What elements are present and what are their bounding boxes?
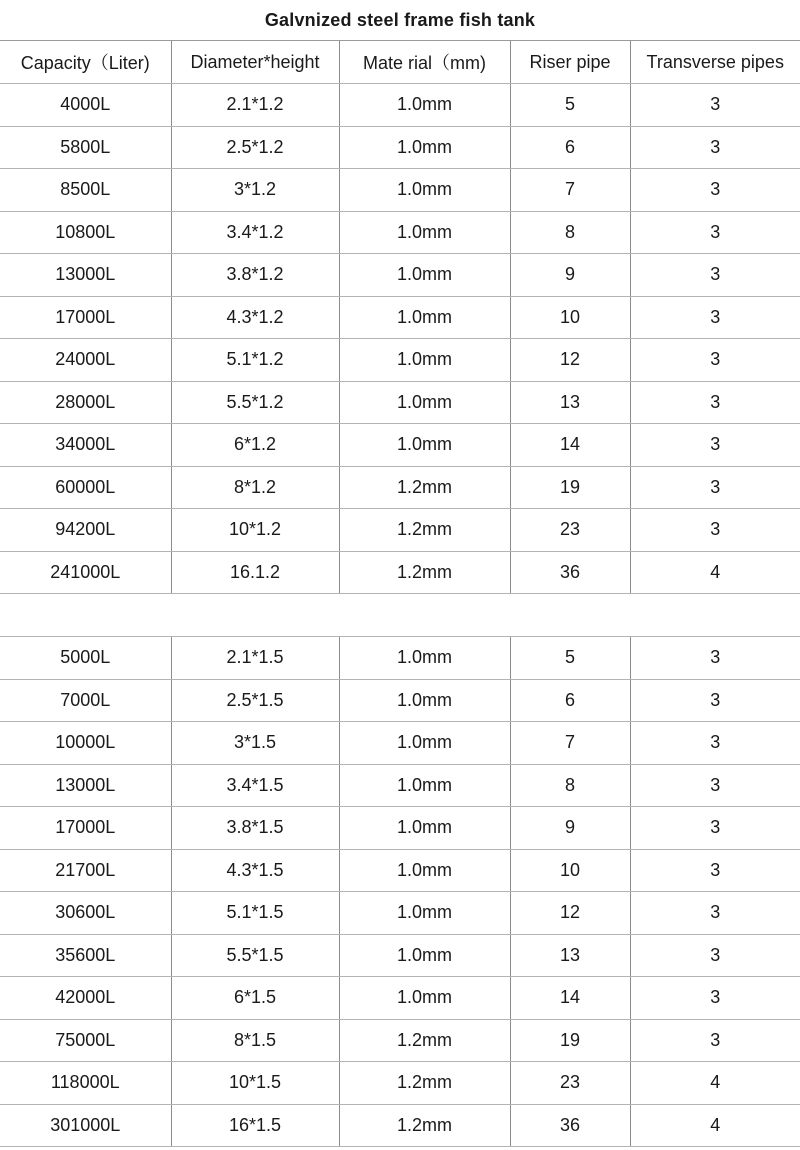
cell-capacity: 5800L xyxy=(0,126,171,169)
cell-material: 1.0mm xyxy=(339,296,510,339)
table-row xyxy=(0,1104,800,1147)
cell-diameter-height: 2.5*1.2 xyxy=(171,126,339,169)
table-row xyxy=(0,637,800,680)
cell-capacity: 42000L xyxy=(0,977,171,1020)
cell-capacity: 35600L xyxy=(0,934,171,977)
cell-riser-pipe: 36 xyxy=(510,1104,630,1147)
cell-material: 1.0mm xyxy=(339,807,510,850)
cell-capacity: 17000L xyxy=(0,296,171,339)
cell-material: 1.0mm xyxy=(339,892,510,935)
cell-transverse-pipes: 3 xyxy=(630,169,800,212)
cell-material: 1.0mm xyxy=(339,381,510,424)
cell-diameter-height: 3.8*1.5 xyxy=(171,807,339,850)
table-title: Galvnized steel frame fish tank xyxy=(0,0,800,41)
cell-material: 1.0mm xyxy=(339,254,510,297)
cell-transverse-pipes: 3 xyxy=(630,296,800,339)
cell-capacity: 30600L xyxy=(0,892,171,935)
cell-capacity: 7000L xyxy=(0,679,171,722)
cell-material: 1.0mm xyxy=(339,637,510,680)
cell-capacity: 5000L xyxy=(0,637,171,680)
cell-diameter-height: 4.3*1.5 xyxy=(171,849,339,892)
cell-material: 1.0mm xyxy=(339,679,510,722)
cell-material: 1.2mm xyxy=(339,1019,510,1062)
cell-capacity: 118000L xyxy=(0,1062,171,1105)
cell-diameter-height: 5.5*1.2 xyxy=(171,381,339,424)
cell-transverse-pipes: 3 xyxy=(630,849,800,892)
cell-diameter-height: 5.1*1.2 xyxy=(171,339,339,382)
header-diameter-height: Diameter*height xyxy=(171,41,339,84)
cell-capacity: 24000L xyxy=(0,339,171,382)
cell-material: 1.0mm xyxy=(339,977,510,1020)
table-group-1 xyxy=(0,84,800,594)
cell-material: 1.0mm xyxy=(339,764,510,807)
cell-transverse-pipes: 3 xyxy=(630,126,800,169)
table-row xyxy=(0,126,800,169)
cell-diameter-height: 3.8*1.2 xyxy=(171,254,339,297)
cell-riser-pipe: 19 xyxy=(510,466,630,509)
table-row xyxy=(0,849,800,892)
cell-material: 1.0mm xyxy=(339,722,510,765)
cell-material: 1.2mm xyxy=(339,1104,510,1147)
cell-capacity: 13000L xyxy=(0,764,171,807)
cell-riser-pipe: 6 xyxy=(510,679,630,722)
cell-diameter-height: 16.1.2 xyxy=(171,551,339,594)
table-row xyxy=(0,169,800,212)
header-capacity: Capacity（Liter) xyxy=(0,41,171,84)
table-row xyxy=(0,466,800,509)
table-row xyxy=(0,892,800,935)
cell-transverse-pipes: 3 xyxy=(630,381,800,424)
cell-material: 1.0mm xyxy=(339,211,510,254)
cell-riser-pipe: 9 xyxy=(510,807,630,850)
cell-riser-pipe: 13 xyxy=(510,934,630,977)
cell-riser-pipe: 5 xyxy=(510,84,630,127)
cell-transverse-pipes: 3 xyxy=(630,254,800,297)
cell-material: 1.2mm xyxy=(339,509,510,552)
cell-capacity: 10000L xyxy=(0,722,171,765)
cell-diameter-height: 2.5*1.5 xyxy=(171,679,339,722)
cell-riser-pipe: 19 xyxy=(510,1019,630,1062)
cell-capacity: 4000L xyxy=(0,84,171,127)
cell-transverse-pipes: 3 xyxy=(630,1019,800,1062)
cell-capacity: 8500L xyxy=(0,169,171,212)
cell-transverse-pipes: 4 xyxy=(630,551,800,594)
cell-diameter-height: 2.1*1.5 xyxy=(171,637,339,680)
cell-diameter-height: 3*1.5 xyxy=(171,722,339,765)
table-row xyxy=(0,84,800,127)
cell-riser-pipe: 7 xyxy=(510,722,630,765)
cell-riser-pipe: 5 xyxy=(510,637,630,680)
cell-riser-pipe: 8 xyxy=(510,764,630,807)
cell-transverse-pipes: 3 xyxy=(630,466,800,509)
cell-material: 1.0mm xyxy=(339,339,510,382)
cell-riser-pipe: 12 xyxy=(510,892,630,935)
table-row xyxy=(0,211,800,254)
separator-row xyxy=(0,594,800,637)
cell-transverse-pipes: 3 xyxy=(630,934,800,977)
cell-transverse-pipes: 3 xyxy=(630,339,800,382)
cell-transverse-pipes: 3 xyxy=(630,977,800,1020)
table-row xyxy=(0,339,800,382)
table-row xyxy=(0,296,800,339)
cell-diameter-height: 10*1.2 xyxy=(171,509,339,552)
cell-riser-pipe: 6 xyxy=(510,126,630,169)
cell-transverse-pipes: 3 xyxy=(630,84,800,127)
cell-capacity: 60000L xyxy=(0,466,171,509)
fish-tank-spec-table xyxy=(0,41,800,1147)
cell-capacity: 28000L xyxy=(0,381,171,424)
table-row xyxy=(0,679,800,722)
cell-riser-pipe: 36 xyxy=(510,551,630,594)
cell-material: 1.0mm xyxy=(339,934,510,977)
cell-diameter-height: 10*1.5 xyxy=(171,1062,339,1105)
cell-material: 1.0mm xyxy=(339,169,510,212)
table-row xyxy=(0,381,800,424)
cell-capacity: 13000L xyxy=(0,254,171,297)
cell-transverse-pipes: 4 xyxy=(630,1062,800,1105)
cell-material: 1.0mm xyxy=(339,126,510,169)
cell-capacity: 301000L xyxy=(0,1104,171,1147)
cell-transverse-pipes: 3 xyxy=(630,637,800,680)
cell-material: 1.0mm xyxy=(339,849,510,892)
cell-riser-pipe: 10 xyxy=(510,849,630,892)
table-row xyxy=(0,509,800,552)
cell-transverse-pipes: 3 xyxy=(630,424,800,467)
cell-riser-pipe: 12 xyxy=(510,339,630,382)
cell-material: 1.0mm xyxy=(339,424,510,467)
cell-transverse-pipes: 4 xyxy=(630,1104,800,1147)
cell-material: 1.2mm xyxy=(339,551,510,594)
cell-diameter-height: 5.5*1.5 xyxy=(171,934,339,977)
cell-diameter-height: 6*1.5 xyxy=(171,977,339,1020)
cell-transverse-pipes: 3 xyxy=(630,764,800,807)
cell-diameter-height: 3.4*1.2 xyxy=(171,211,339,254)
cell-capacity: 241000L xyxy=(0,551,171,594)
cell-diameter-height: 5.1*1.5 xyxy=(171,892,339,935)
cell-riser-pipe: 7 xyxy=(510,169,630,212)
cell-riser-pipe: 23 xyxy=(510,509,630,552)
cell-transverse-pipes: 3 xyxy=(630,722,800,765)
cell-capacity: 34000L xyxy=(0,424,171,467)
header-riser-pipe: Riser pipe xyxy=(510,41,630,84)
cell-diameter-height: 6*1.2 xyxy=(171,424,339,467)
cell-diameter-height: 3.4*1.5 xyxy=(171,764,339,807)
table-row xyxy=(0,934,800,977)
cell-diameter-height: 2.1*1.2 xyxy=(171,84,339,127)
cell-transverse-pipes: 3 xyxy=(630,892,800,935)
cell-transverse-pipes: 3 xyxy=(630,807,800,850)
cell-transverse-pipes: 3 xyxy=(630,679,800,722)
separator-cell xyxy=(0,594,800,637)
cell-capacity: 21700L xyxy=(0,849,171,892)
table-row xyxy=(0,254,800,297)
cell-riser-pipe: 8 xyxy=(510,211,630,254)
cell-transverse-pipes: 3 xyxy=(630,211,800,254)
header-transverse-pipes: Transverse pipes xyxy=(630,41,800,84)
table-row xyxy=(0,764,800,807)
cell-riser-pipe: 13 xyxy=(510,381,630,424)
cell-capacity: 10800L xyxy=(0,211,171,254)
table-row xyxy=(0,722,800,765)
table-group-2 xyxy=(0,637,800,1147)
table-row xyxy=(0,807,800,850)
cell-diameter-height: 3*1.2 xyxy=(171,169,339,212)
header-material: Mate rial（mm) xyxy=(339,41,510,84)
cell-riser-pipe: 14 xyxy=(510,977,630,1020)
cell-capacity: 17000L xyxy=(0,807,171,850)
cell-diameter-height: 16*1.5 xyxy=(171,1104,339,1147)
header-row xyxy=(0,41,800,84)
cell-material: 1.2mm xyxy=(339,1062,510,1105)
table-row xyxy=(0,551,800,594)
cell-material: 1.0mm xyxy=(339,84,510,127)
table-row xyxy=(0,424,800,467)
cell-capacity: 94200L xyxy=(0,509,171,552)
cell-diameter-height: 8*1.5 xyxy=(171,1019,339,1062)
cell-transverse-pipes: 3 xyxy=(630,509,800,552)
cell-diameter-height: 8*1.2 xyxy=(171,466,339,509)
cell-riser-pipe: 9 xyxy=(510,254,630,297)
table-row xyxy=(0,1062,800,1105)
cell-riser-pipe: 10 xyxy=(510,296,630,339)
cell-capacity: 75000L xyxy=(0,1019,171,1062)
cell-material: 1.2mm xyxy=(339,466,510,509)
table-row xyxy=(0,977,800,1020)
cell-riser-pipe: 23 xyxy=(510,1062,630,1105)
group-separator xyxy=(0,594,800,637)
table-row xyxy=(0,1019,800,1062)
cell-riser-pipe: 14 xyxy=(510,424,630,467)
cell-diameter-height: 4.3*1.2 xyxy=(171,296,339,339)
